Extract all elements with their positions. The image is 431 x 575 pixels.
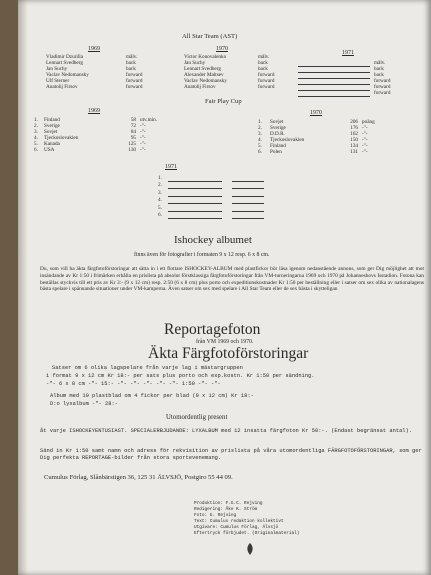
ast-1971-blank xyxy=(298,84,370,85)
fp-unit: -"- xyxy=(140,146,146,153)
ast-1971-blank xyxy=(298,72,370,73)
ast-role: målv. xyxy=(258,54,270,60)
ast-role: målv. xyxy=(374,60,386,66)
fp-1969-year: 1969 xyxy=(88,108,100,114)
ast-player: Jan Suchy xyxy=(46,65,68,72)
fp-1971-blank xyxy=(168,218,222,219)
decorative-mark-icon xyxy=(244,542,256,556)
ast-1971-blank xyxy=(298,66,370,67)
fp-value: 134 xyxy=(350,142,358,149)
ast-player: Vaclav Nedomansky xyxy=(184,77,227,84)
fp-rank: 2. xyxy=(258,124,262,131)
ast-1971-blank xyxy=(298,96,370,97)
fp-value: 176 xyxy=(350,124,358,131)
fp-1971-ranks xyxy=(158,175,162,219)
fp-1971-year: 1971 xyxy=(165,164,177,170)
ast-role: forward xyxy=(374,89,391,96)
credit-line: Produktion: F.G.C. Rejving xyxy=(194,501,263,506)
fp-1969-values xyxy=(122,118,136,153)
fp-rank: 6. xyxy=(258,148,262,155)
ast-role: back xyxy=(126,65,136,72)
ast-1971-roles xyxy=(374,61,390,96)
fp-1970-teams xyxy=(270,120,304,155)
reportage-line: -"- 6 x 8 cm -"- 15:- -"- -"- -"- -"- -"- 1:50 -"- -"- xyxy=(46,381,221,387)
fp-team: Finland xyxy=(44,117,60,123)
ast-role: back xyxy=(258,65,268,72)
fp-rank: 4. xyxy=(34,134,38,141)
fp-1971-blank xyxy=(232,203,264,204)
ast-1971-year: 1971 xyxy=(342,50,354,56)
fp-team: D.D.R. xyxy=(270,130,285,137)
ast-player: Lennart Svedberg xyxy=(184,65,221,72)
ast-player: Alexander Maltsev xyxy=(184,71,224,78)
fp-value: 131 xyxy=(350,148,358,155)
fp-1971-blank xyxy=(168,181,222,182)
reportage-title: Reportagefoton xyxy=(164,321,261,338)
fp-1971-blank xyxy=(232,196,264,197)
fp-1971-blank xyxy=(168,211,222,212)
fp-rank: 1. xyxy=(258,119,262,125)
fp-1971-blank xyxy=(168,196,222,197)
fp-1969-teams xyxy=(44,118,78,153)
ast-role: forward xyxy=(374,77,391,84)
fp-1971-blank xyxy=(168,188,222,189)
fp-rank: 2. xyxy=(34,122,38,129)
fp-1970-units xyxy=(362,120,375,155)
fp-unit: -"- xyxy=(362,130,368,137)
fp-rank: 2. xyxy=(158,182,162,189)
credit-line: Utgivare: Cumulus Förlag, Älvsjö xyxy=(194,525,279,530)
credit-line: Foto: G. Rejving xyxy=(194,513,237,518)
ast-role: back xyxy=(374,65,384,72)
ast-role: forward xyxy=(258,83,275,90)
fp-rank: 4. xyxy=(158,197,162,204)
fp-rank: 6. xyxy=(158,212,162,219)
fp-unit: utv.min. xyxy=(140,117,157,123)
ast-1971-blank xyxy=(298,90,370,91)
fp-rank: 1. xyxy=(158,175,162,181)
fp-value: 150 xyxy=(350,136,358,143)
fp-value: 95 xyxy=(130,134,136,141)
album-title: Ishockey albumet xyxy=(174,234,252,246)
fp-team: Tjeckoslovakien xyxy=(44,134,79,141)
ast-role: målv. xyxy=(126,54,138,60)
fp-1971-blank xyxy=(232,188,264,189)
fp-unit: -"- xyxy=(362,148,368,155)
fp-value: 72 xyxy=(130,122,136,129)
reportage-line: i format 9 x 12 cm Kr 18:- per sats plus porto och exp.kostn. Kr 1:50 per sändning. xyxy=(46,373,315,379)
offer-line-2: Sänd in Kr 1:50 samt namn och adress för rekvisition av prislista på våra utomordentliga FÄRGFOTOFÖRSTORINGAR, som ger Dig perfekta REPORTAGE-bilder från stora sportevenemang. xyxy=(40,448,422,461)
credit-line: Text: Cumulus redaktion kollektivt xyxy=(194,519,284,524)
fp-unit: -"- xyxy=(140,128,146,135)
fp-unit: -"- xyxy=(140,140,146,147)
fp-rank: 5. xyxy=(34,140,38,147)
fp-1969-ranks xyxy=(34,118,38,153)
fp-rank: 1. xyxy=(34,117,38,123)
ast-player: Vaclav Nedomansky xyxy=(46,71,89,78)
ast-1969-players xyxy=(46,55,89,90)
fp-unit: -"- xyxy=(362,142,368,149)
ast-1969-roles xyxy=(126,55,142,90)
ast-role: forward xyxy=(258,77,275,84)
fp-value: 162 xyxy=(350,130,358,137)
ast-player: Vladimir Dzurilla xyxy=(46,54,84,60)
fp-1971-blank xyxy=(232,211,264,212)
fp-team: Sovjet xyxy=(44,128,58,135)
fp-rank: 3. xyxy=(258,130,262,137)
ast-role: forward xyxy=(126,83,143,90)
fp-unit: -"- xyxy=(140,122,146,129)
fp-rank: 4. xyxy=(258,136,262,143)
document-page xyxy=(18,0,431,575)
ast-player: Lennart Svedberg xyxy=(46,59,83,66)
offer-title: Utomordentlig present xyxy=(166,414,228,421)
fp-team: Tjeckoslovakien xyxy=(270,136,305,143)
ast-1970-year: 1970 xyxy=(216,46,228,52)
fp-rank: 3. xyxy=(158,189,162,196)
fp-value: 84 xyxy=(130,128,136,135)
ast-role: forward xyxy=(374,83,391,90)
ast-role: forward xyxy=(126,71,143,78)
offer-address: Cumulus Förlag, Slånbärstigen 36, 125 31 ÄLVSJÖ, Postgiro 55 44 09. xyxy=(44,474,233,481)
fp-team: Finland xyxy=(270,142,286,149)
fp-value: 130 xyxy=(128,146,136,153)
fp-team: Sverige xyxy=(270,124,286,131)
fp-value: 206 xyxy=(350,119,358,125)
reportage-from: från VM 1969 och 1970. xyxy=(196,339,254,345)
fp-value: 125 xyxy=(128,140,136,147)
ast-role: forward xyxy=(258,71,275,78)
ast-player: Anatolij Firsov xyxy=(184,83,216,90)
ast-role: back xyxy=(374,71,384,78)
fp-1971-blank xyxy=(168,203,222,204)
fp-1969-units xyxy=(140,118,157,153)
ast-1970-roles xyxy=(258,55,274,90)
fp-team: Polen xyxy=(270,148,282,155)
credit-line: Eftertryck förbjudet. (Originalmaterial) xyxy=(194,531,300,536)
ast-role: back xyxy=(126,59,136,66)
ast-1971-blank xyxy=(298,78,370,79)
fp-1970-year: 1970 xyxy=(310,110,322,116)
fp-unit: poäng xyxy=(362,119,375,125)
all-star-title: All Star Team (AST) xyxy=(182,33,238,40)
ast-1970-players xyxy=(184,55,227,90)
fp-rank: 3. xyxy=(34,128,38,135)
fp-team: Sovjet xyxy=(270,119,284,125)
ast-player: Ulf Sterner xyxy=(46,77,70,84)
fp-rank: 5. xyxy=(258,142,262,149)
fp-1971-blank xyxy=(232,181,264,182)
fp-1970-ranks xyxy=(258,120,262,155)
fp-unit: -"- xyxy=(362,136,368,143)
fp-unit: -"- xyxy=(362,124,368,131)
fair-play-title: Fair Play Cup xyxy=(205,98,242,105)
fp-team: Kanada xyxy=(44,140,60,147)
fp-1970-values xyxy=(344,120,358,155)
ast-role: back xyxy=(258,59,268,66)
fp-value: 58 xyxy=(130,117,136,123)
fp-rank: 5. xyxy=(158,204,162,211)
fp-rank: 6. xyxy=(34,146,38,153)
fp-team: Sverige xyxy=(44,122,60,129)
ast-player: Jan Suchy xyxy=(184,59,206,66)
ast-role: forward xyxy=(126,77,143,84)
ast-player: Victor Konovalenko xyxy=(184,54,227,60)
fp-1971-blank xyxy=(232,218,264,219)
album-price-line: Album med 10 plastblad om 4 fickor per blad (9 x 12 cm) Kr 18:- xyxy=(50,393,254,399)
fp-team: USA xyxy=(44,146,55,153)
album-subtitle: finns även för fotografier i formaten 9 x 12 resp. 6 x 8 cm. xyxy=(134,252,270,258)
album-price-line: D:o lyxalbum -"- 28:- xyxy=(50,401,118,407)
fp-unit: -"- xyxy=(140,134,146,141)
ast-1969-year: 1969 xyxy=(88,46,100,52)
reportage-line: Satser om 6 olika lagspelare från varje lag i mästargruppen xyxy=(52,365,243,371)
ast-player: Anatolij Firsov xyxy=(46,83,78,90)
offer-line-1: åt varje ISHOCKEYENTUSIAST. SPECIALERBJUDANDE: LYXALBUM med 12 insatta färgfoton Kr 50:-. (Endast begränsat antal). xyxy=(40,428,413,434)
album-paragraph: Du, som vill ha äkta färgfotoförstoringar att sätta in i ett flottare ISHOCKEY-ALBUM med plastfickor bör läsa igenom nedanstående annons, som ger Dig möjlighet att mot insändande av Kr 1:50 i frimärken erhålla en prislista på absolut förstklassiga färgfotoförstoringar från VM-turneringarna 1969 och 1970 på Johanneshovs Isstadion. Fotona kan beställas styckvis till ett pris av Kr 3:- (9 x 12 cm) resp. 2:50 (6 x 8 cm) plus porto och expeditionskostnader Kr 1:50 per beställning eller i satser om sex olika av nationalagens bästa spelare i spännande situationer under VM-kamperna. Även satser om sex med spelare i All Star Team eller de sex bästa i skytteligan xyxy=(40,266,424,293)
credit-line: Redigering: Åke K. Ström xyxy=(194,507,258,512)
reportage-heading: Äkta Färgfotoförstoringar xyxy=(148,345,309,362)
